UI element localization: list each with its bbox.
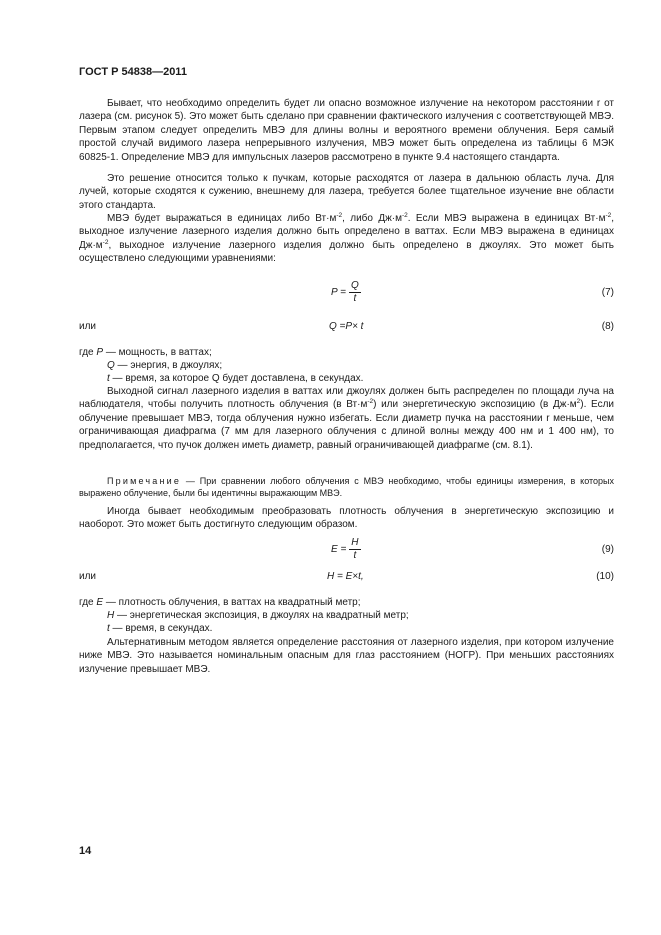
page-number: 14	[79, 845, 92, 857]
equation-10: H = E×t,	[327, 571, 364, 582]
paragraph-4: Выходной сигнал лазерного изделия в ваттах или джоулях должен быть распределен по площади луча на наблюдателя, чтобы получить плотность облучения (в $Вт\cdot м^{-2}$) или энергетическую экспозицию (в $Дж\cdot м^2$). Если облучение превышает МВЭ, тогда облучения нужно избегать. Если диаметр пучка на расстоянии r меньше, чем ограничивающая диафрагма (7 мм для лазерного облучения с длиной волны между 400 нм и 1 400 нм), то предполагается, что пучок должен иметь диаметр, равный ограничивающей диафрагме (см. 8.1).	[79, 386, 614, 451]
or-label: или	[79, 571, 97, 582]
paragraph-3: МВЭ будет выражаться в единицах либо $Вт\cdot м^{-2}$, либо $Дж\cdot м^{-2}$. Если МВЭ выражена в единицах $Вт\cdot м^{-2}$, выходное излучение лазерного изделия должно быть определено в ваттах. Если МВЭ выражена в единицах $Дж\cdot м^{-2}$, выходное излучение лазерного изделия должно быть определено в джоулях. Это может быть осуществлено следующими уравнениями:	[79, 212, 615, 265]
document-header: ГОСТ Р 54838—2011	[79, 66, 187, 78]
note: Примечание — При сравнении любого облучения с МВЭ необходимо, чтобы единицы измерения, в которых выражено облучение, были бы идентичны выражающим МВЭ.	[79, 476, 614, 498]
where-item: Q — энергия, в джоулях;	[107, 360, 223, 371]
equation-8: Q =P× t	[329, 321, 364, 332]
where-item: t — время, в секундах.	[107, 623, 213, 634]
paragraph-1: Бывает, что необходимо определить будет ли опасно возможное излучение на некотором расстоянии r от лазера (см. рисунок 5). Это может быть сделано при сравнении фактического излучения с соответствующей МВЭ. Первым этапом следует определить МВЭ для длины волны и вероятного времени облучения. Беря самый простой случай видимого лазера непрерывного излучения, МВЭ может быть определена из таблицы 6 МЭК 60825-1. Определение МВЭ для импульсных лазеров рассмотрено в пункте 9.4 настоящего стандарта.	[79, 98, 614, 163]
equation-10-number: (10)	[596, 571, 614, 582]
paragraph-6: Альтернативным методом является определение расстояния от лазерного изделия, при котором излучение ниже МВЭ. Это называется номинальным опасным для глаз расстоянием (НОГР). При меньших расстояниях излучение превышает МВЭ.	[79, 637, 614, 675]
where-item: где P — мощность, в ваттах;	[79, 347, 212, 358]
paragraph-5: Иногда бывает необходимым преобразовать плотность облучения в энергетическую экспозицию и наоборот. Это может быть достигнуто следующим образом.	[79, 506, 614, 531]
paragraph-2: Это решение относится только к пучкам, которые расходятся от лазера в дальнюю область луча. Для лучей, которые сходятся к сужению, внешнему для лазера, требуется более тщательное изучение вне области этого стандарта.	[79, 173, 614, 211]
equation-7: P = $\frac{Q}{t}$	[331, 280, 359, 304]
where-item: H — энергетическая экспозиция, в джоулях на квадратный метр;	[107, 610, 409, 621]
or-label: или	[79, 321, 97, 332]
equation-7-number: (7)	[601, 287, 614, 298]
equation-8-number: (8)	[601, 321, 614, 332]
where-item: где E — плотность облучения, в ваттах на квадратный метр;	[79, 597, 361, 608]
where-item: t — время, за которое Q будет доставлена, в секундах.	[107, 373, 364, 384]
equation-9: E = $\frac{H}{t}$	[331, 537, 359, 561]
equation-9-number: (9)	[601, 544, 614, 555]
